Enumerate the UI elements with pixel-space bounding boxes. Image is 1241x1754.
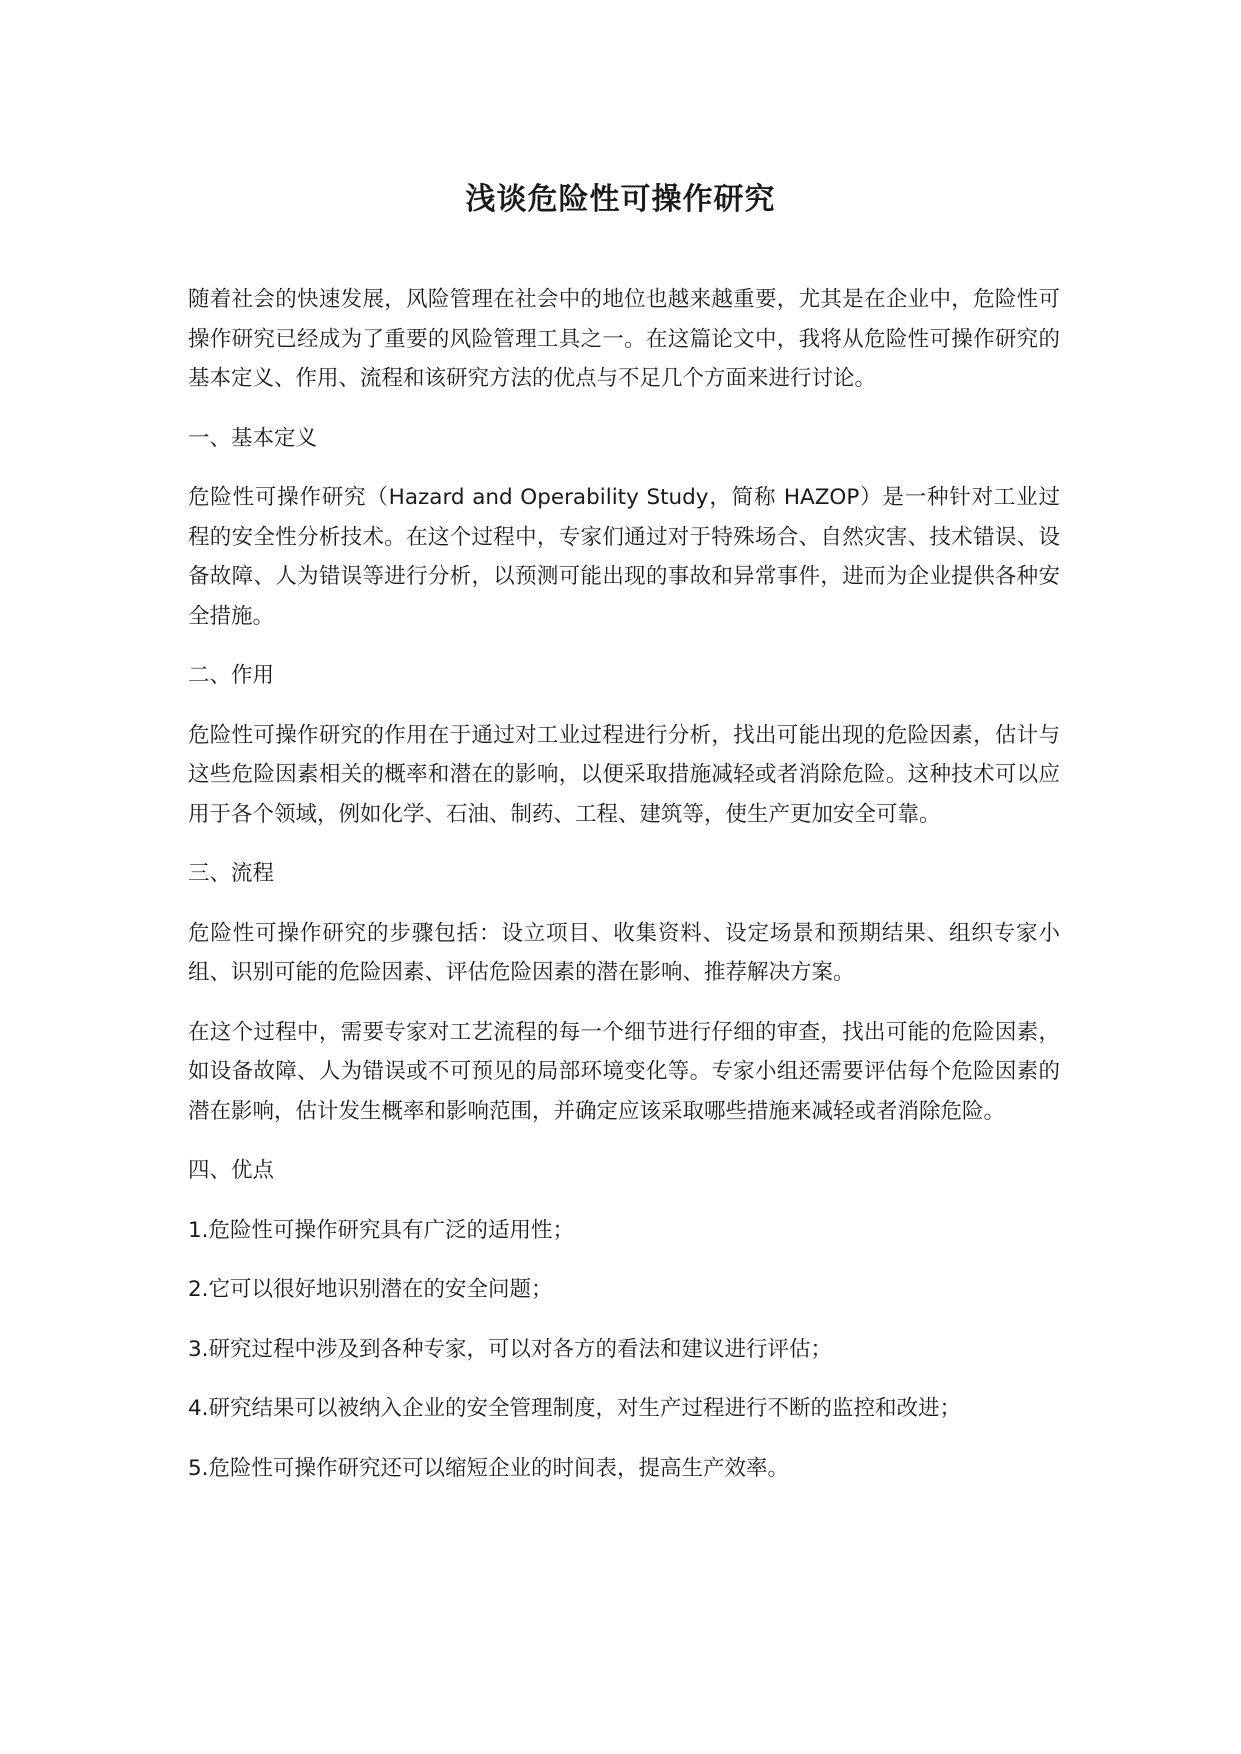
intro-paragraph: 随着社会的快速发展，风险管理在社会中的地位也越来越重要，尤其是在企业中，危险性可操作研究已经成为了重要的风险管理工具之一。在这篇论文中，我将从危险性可操作研究的基本定义、作用、流程和该研究方法的优点与不足几个方面来进行讨论。	[188, 287, 1060, 391]
purpose-paragraph: 危险性可操作研究的作用在于通过对工业过程进行分析，找出可能出现的危险因素，估计与这些危险因素相关的概率和潜在的影响，以便采取措施减轻或者消除危险。这种技术可以应用于各个领域，例如化学、石油、制药、工程、建筑等，使生产更加安全可靠。	[188, 722, 1060, 827]
section-heading-process: 三、流程	[188, 861, 275, 886]
section-heading-advantages: 四、优点	[188, 1158, 275, 1183]
definition-paragraph: 危险性可操作研究（Hazard and Operability Study，简称 HAZOP）是一种针对工业过程的安全性分析技术。在这个过程中，专家们通过对于特殊场合、自然灾害、技术错误、设备故障、人为错误等进行分析，以预测可能出现的事故和异常事件，进而为企业提供各种安全措施。	[188, 485, 1060, 629]
section-heading-purpose: 二、作用	[188, 663, 275, 688]
document-title: 浅谈危险性可操作研究	[465, 182, 776, 217]
process-paragraph-steps: 危险性可操作研究的步骤包括：设立项目、收集资料、设定场景和预期结果、组织专家小组、识别可能的危险因素、评估危险因素的潜在影响、推荐解决方案。	[188, 920, 1060, 985]
advantage-item: 1.危险性可操作研究具有广泛的适用性；	[188, 1217, 575, 1243]
process-paragraph-review: 在这个过程中，需要专家对工艺流程的每一个细节进行仔细的审查，找出可能的危险因素，如设备故障、人为错误或不可预见的局部环境变化等。专家小组还需要评估每个危险因素的潜在影响，估计发生概率和影响范围，并确定应该采取哪些措施来减轻或者消除危险。	[188, 1019, 1060, 1124]
advantage-item: 2.它可以很好地识别潜在的安全问题；	[188, 1277, 553, 1302]
section-heading-definition: 一、基本定义	[188, 425, 318, 451]
document-body	[188, 280, 1060, 1488]
advantage-item: 4.研究结果可以被纳入企业的安全管理制度，对生产过程进行不断的监控和改进；	[188, 1396, 962, 1421]
advantage-item: 5.危险性可操作研究还可以缩短企业的时间表，提高生产效率。	[188, 1455, 790, 1481]
advantage-item: 3.研究过程中涉及到各种专家，可以对各方的看法和建议进行评估；	[188, 1336, 833, 1362]
